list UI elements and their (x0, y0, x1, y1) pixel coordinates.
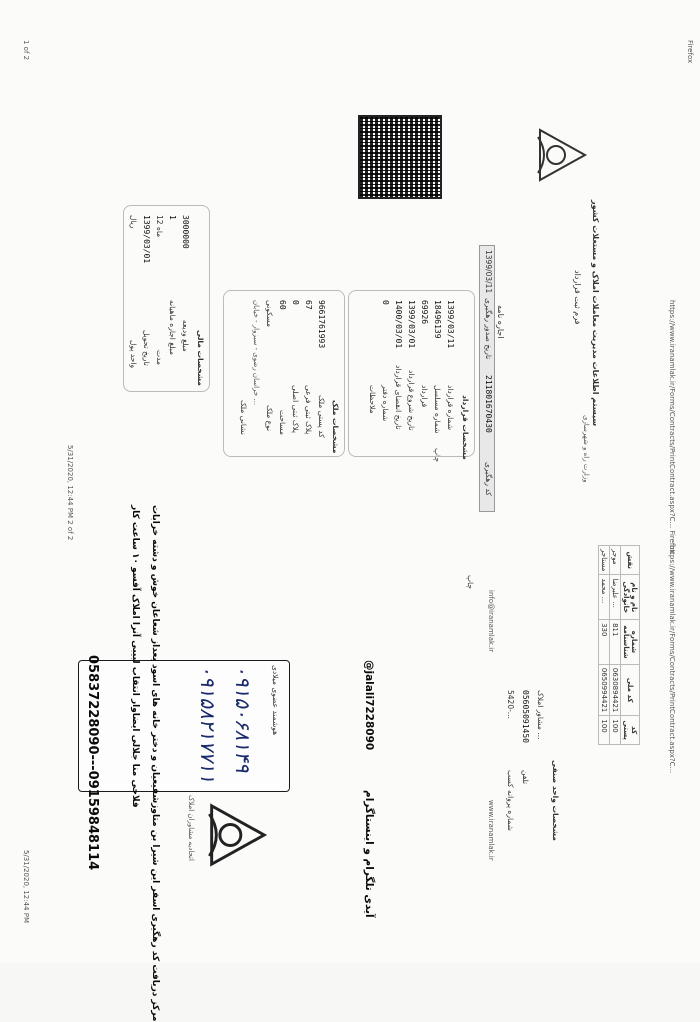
spec-val-5: 0 (381, 300, 390, 305)
print-label-2: چاپ (466, 575, 475, 589)
spec-val-1: 18496139 (433, 300, 442, 339)
seal-text: اتحادیه مشاوران املاک (187, 795, 195, 861)
prop-val-5: خراسان رضوی - سبزوار - خیابان ... (252, 300, 260, 406)
agency-email: info@iranamlak.ir (487, 590, 495, 653)
party-0-id: 811 (610, 620, 621, 665)
page-timestamp-bottom: 5/31/2020, 12:44 PM (22, 850, 30, 924)
browser-url-bottom: https://www.iranamlak.ir/Forms/Contracts/PrintContract.aspx?C... (668, 545, 676, 774)
fin-val-3: 1399/03/01 (142, 215, 151, 264)
party-1-role: مستاجر (599, 546, 610, 575)
fin-lbl-2: مدت (155, 350, 164, 366)
instagram-handle: @jalali7228090 (363, 660, 375, 751)
agency-title: مشخصات واحد صنفی (551, 760, 560, 841)
form-title: فرم ثبت قرارداد (573, 270, 582, 325)
contract-type: اجاره نامه (496, 305, 505, 339)
fin-val-1: 1 (168, 215, 177, 220)
specs-title: مشخصات قرارداد (461, 395, 470, 460)
issue-date-label: تاریخ صدور رهگیری (484, 298, 493, 360)
fin-val-2: 12 ماه (155, 215, 164, 238)
union-seal-icon (200, 800, 270, 870)
spec-lbl-1: شماره مسلسل (433, 385, 442, 434)
prop-lbl-5: نشانی ملک (239, 400, 248, 435)
prop-val-3: 60 (278, 300, 287, 310)
prop-val-4: مسکونی (265, 300, 274, 328)
prop-val-2: 0 (291, 300, 300, 305)
party-1-id: 330 (599, 620, 610, 665)
spec-val-4: 1400/03/01 (394, 300, 403, 349)
parties-col-5: کد پستی (621, 716, 640, 745)
qr-code (358, 115, 442, 199)
prop-val-1: 67 (304, 300, 313, 310)
agency-phone: 05605091450 (521, 690, 530, 743)
ministry-name: وزارت راه و شهرسازی (582, 415, 590, 483)
ad-line1: آیدی تلگرام و اینستاگرام (363, 790, 375, 918)
handwritten-phone-1: ۰۹۱۵۰۶۸۱۴۹ (231, 665, 255, 773)
tracking-code-value: 211801670430 (484, 375, 493, 433)
agency-name: مشاور املاک ... (536, 690, 545, 740)
issue-date-value: 1399/03/11 (484, 250, 493, 294)
spec-val-3: 1399/03/01 (407, 300, 416, 349)
party-1-postal: 100 (599, 716, 610, 745)
prop-lbl-2: پلاک ثبتی اصلی (291, 385, 300, 434)
ad-line2: مرکز دریافت کد رهگیری اسفر این شیرا بن متاوزشفیعیان و دختر خانه های اسود بعداز شعاعان خوش و دشته خرابات (150, 505, 160, 1022)
parties-table (598, 545, 640, 745)
ad-line3: فلاحی منا جلالی ایضاوار انتقاب لبیبی آنرا املاک آفسو ۱۰ ساعت کار (130, 505, 140, 808)
agency-license-label: شماره پروانه کسب (506, 770, 515, 831)
agency-license: 5420-... (506, 690, 515, 719)
table-row (610, 546, 621, 745)
property-title: مشخصات ملک (331, 400, 340, 454)
prop-lbl-4: نوع ملک (265, 405, 274, 432)
party-0-postal: 100 (610, 716, 621, 745)
prop-lbl-3: مساحت (278, 410, 287, 435)
prop-lbl-0: کد پستی ملک (317, 395, 326, 438)
table-row (599, 546, 610, 745)
party-1-national: 0650994421 (599, 664, 610, 716)
fin-lbl-3: تاریخ تحویل (142, 330, 151, 366)
party-0-national: 0630894421 (610, 664, 621, 716)
browser-url-top: https://www.iranamlak.ir/Forms/Contracts/PrintContract.aspx?C... Firefox (668, 300, 676, 554)
tracking-code-label: کد رهگیری (484, 462, 493, 496)
spec-lbl-5: شماره دفتر (381, 385, 390, 422)
parties-col-1: نام و نام خانوادگی (621, 575, 640, 620)
spec-lbl-3: تاریخ شروع قرارداد (407, 370, 416, 431)
fin-lbl-1: مبلغ اجاره ماهیانه (168, 300, 177, 355)
prop-lbl-1: پلاک ثبتی فرعی (304, 385, 313, 435)
ministry-logo-icon (530, 125, 590, 185)
page-timestamp-mid: 5/31/2020, 12:44 PM 2 of 2 (66, 445, 74, 541)
browser-app-label: Firefox (686, 40, 694, 64)
stamp-line1: هوشمند عضوی میلادی (271, 665, 280, 736)
parties-col-0: نقش (621, 546, 640, 575)
fin-lbl-0: مبلغ ودیعه (181, 320, 190, 352)
parties-col-4: کد ملی (621, 664, 640, 716)
print-label: چاپ (433, 448, 442, 462)
system-title: سیستم اطلاعات مدیریت معاملات املاک و مستغلات کشور (591, 200, 600, 427)
page-counter-top: 1 of 2 (22, 40, 30, 61)
handwritten-phone-2: ۰۹۱۵۸۲۱۷۷۱۱ (196, 665, 220, 784)
prop-val-0: 9661761993 (317, 300, 326, 349)
fin-val-4: ریال (129, 215, 138, 229)
spec-lbl-4: تاریخ انقضای قرارداد (394, 365, 403, 430)
party-1-name: محمد ... (599, 575, 610, 620)
fin-val-0: 3000000 (181, 215, 190, 249)
spec-val-0: 1399/03/11 (446, 300, 455, 349)
parties-header-row (621, 546, 640, 745)
spec-lbl-2: قرارداد (420, 385, 429, 408)
ad-phones: 05837228090---09159848114 (85, 655, 100, 871)
agency-phone-label: تلفن (521, 770, 530, 785)
spec-lbl-0: شماره قرارداد (446, 385, 455, 431)
spec-val-2: 69926 (420, 300, 429, 325)
parties-col-3: شماره شناسنامه (621, 620, 640, 665)
agency-stamp (78, 660, 290, 792)
financial-title: مشخصات مالی (196, 330, 205, 386)
fin-lbl-4: واحد پول (129, 340, 138, 369)
agency-site: www.iranamlak.ir (487, 800, 495, 861)
party-0-role: موجر (610, 546, 621, 575)
spec-lbl-6: ملاحظات (368, 385, 377, 414)
party-0-name: علیرضا ... (610, 575, 621, 620)
